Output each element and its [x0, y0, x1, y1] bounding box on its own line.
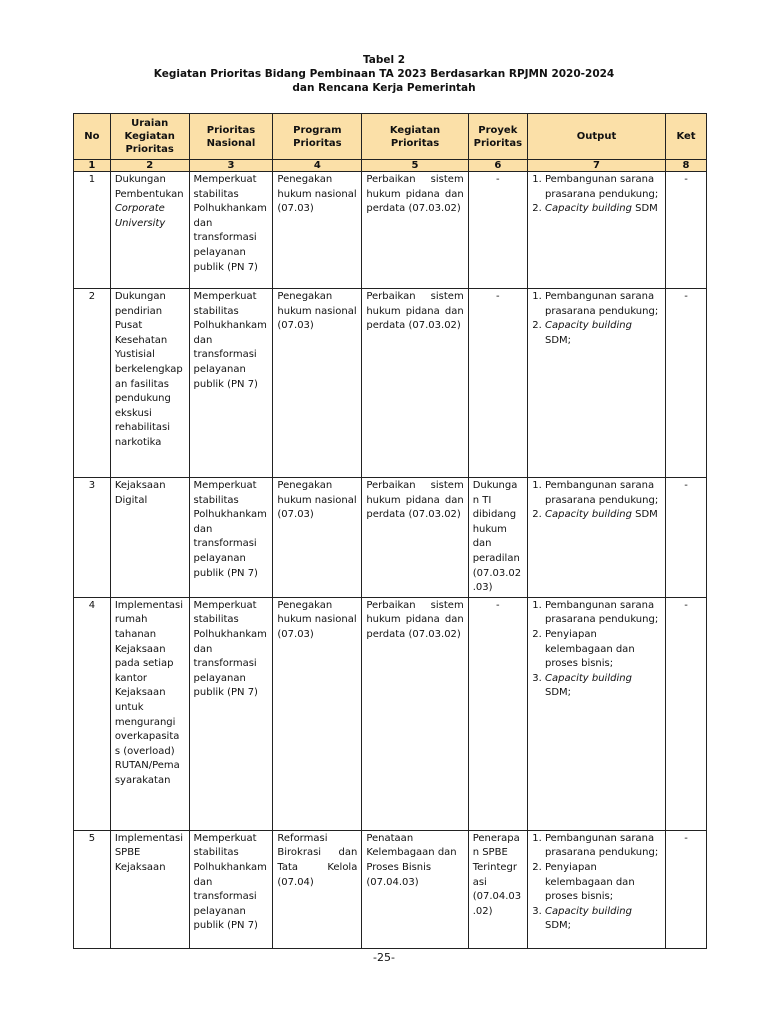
uraian-cell: Implementasi SPBE Kejaksaan	[110, 830, 189, 948]
output-item	[545, 672, 661, 701]
program-cell: Penegakan hukum nasional (07.03)	[273, 172, 362, 289]
program-cell: Penegakan hukum nasional (07.03)	[273, 478, 362, 598]
ket-cell: -	[666, 597, 707, 830]
col-number: 8	[666, 160, 707, 172]
output-item-italic: Capacity building	[544, 320, 632, 332]
header-prioritas-nasional: Prioritas Nasional	[189, 114, 273, 160]
output-item: 2. Penyiapan kelembagaan dan proses bisnis;	[545, 861, 661, 905]
header-output: Output	[527, 114, 665, 160]
output-item	[545, 202, 661, 217]
program-cell: Reformasi Birokrasi dan Tata Kelola (07.04)	[273, 830, 362, 948]
output-item: 1. Pembangunan sarana prasarana pendukung;	[545, 290, 661, 319]
prioritas-nasional-cell: Memperkuat stabilitas Polhukhankam dan transformasi pelayanan publik (PN 7)	[189, 830, 273, 948]
output-item: 2. Penyiapan kelembagaan dan proses bisnis;	[545, 628, 661, 672]
col-number: 7	[527, 160, 665, 172]
col-number: 1	[74, 160, 111, 172]
output-item-suffix: SDM;	[544, 920, 572, 932]
header-ket: Ket	[666, 114, 707, 160]
uraian-cell: Implementasi rumah tahanan Kejaksaan pada setiap kantor Kejaksaan untuk mengurangi overkapasitas (overload) RUTAN/Pemasyarakatan	[110, 597, 189, 830]
ket-cell: -	[666, 478, 707, 598]
prioritas-nasional-cell: Memperkuat stabilitas Polhukhankam dan transformasi pelayanan publik (PN 7)	[189, 289, 273, 478]
kegiatan-cell: Perbaikan sistem hukum pidana dan perdata (07.03.02)	[362, 597, 468, 830]
header-proyek: Proyek Prioritas	[468, 114, 527, 160]
output-item	[545, 905, 661, 934]
uraian-text: Dukungan Pembentukan	[114, 174, 184, 200]
kegiatan-cell: Perbaikan sistem hukum pidana dan perdata (07.03.02)	[362, 478, 468, 598]
header-row	[74, 114, 707, 160]
prioritas-nasional-cell: Memperkuat stabilitas Polhukhankam dan transformasi pelayanan publik (PN 7)	[189, 172, 273, 289]
output-item	[545, 508, 661, 523]
row-number: 5	[74, 830, 111, 948]
output-item	[545, 319, 661, 348]
priority-activities-table	[73, 113, 707, 949]
output-cell	[527, 830, 665, 948]
col-number: 6	[468, 160, 527, 172]
ket-cell: -	[666, 289, 707, 478]
col-number: 4	[273, 160, 362, 172]
ket-cell: -	[666, 830, 707, 948]
table-row	[74, 597, 707, 830]
uraian-italic-text: Corporate University	[114, 203, 166, 229]
uraian-cell	[110, 172, 189, 289]
proyek-cell: -	[468, 172, 527, 289]
output-item-suffix: SDM;	[544, 687, 572, 699]
header-program: Program Prioritas	[273, 114, 362, 160]
table-row	[74, 830, 707, 948]
program-cell: Penegakan hukum nasional (07.03)	[273, 289, 362, 478]
col-number: 3	[189, 160, 273, 172]
uraian-cell: Dukungan pendirian Pusat Kesehatan Yustisial berkelengkapan fasilitas pendukung ekskusi rehabilitasi narkotika	[110, 289, 189, 478]
column-number-row	[74, 160, 707, 172]
output-item-suffix: SDM	[631, 203, 658, 215]
output-item-suffix: SDM	[631, 509, 658, 521]
table-row	[74, 172, 707, 289]
output-cell	[527, 172, 665, 289]
output-item: 1. Pembangunan sarana prasarana pendukung;	[545, 479, 661, 508]
ket-cell: -	[666, 172, 707, 289]
header-no: No	[74, 114, 111, 160]
row-number: 4	[74, 597, 111, 830]
uraian-cell: Kejaksaan Digital	[110, 478, 189, 598]
kegiatan-cell: Perbaikan sistem hukum pidana dan perdata (07.03.02)	[362, 172, 468, 289]
output-item-italic: Capacity building	[544, 905, 632, 917]
proyek-cell: Penerapan SPBE Terintegrasi (07.04.03.02)	[468, 830, 527, 948]
proyek-cell: -	[468, 597, 527, 830]
output-item: 1. Pembangunan sarana prasarana pendukung;	[545, 173, 661, 202]
table-row	[74, 289, 707, 478]
output-cell	[527, 478, 665, 598]
header-kegiatan: Kegiatan Prioritas	[362, 114, 468, 160]
prioritas-nasional-cell: Memperkuat stabilitas Polhukhankam dan transformasi pelayanan publik (PN 7)	[189, 597, 273, 830]
row-number: 1	[74, 172, 111, 289]
table-row	[74, 478, 707, 598]
output-item-italic: Capacity building	[544, 672, 632, 684]
output-item: 1. Pembangunan sarana prasarana pendukung;	[545, 832, 661, 861]
table-caption-subtitle: dan Rencana Kerja Pemerintah	[292, 82, 476, 94]
proyek-cell: Dukungan TI dibidang hukum dan peradilan (07.03.02.03)	[468, 478, 527, 598]
kegiatan-cell: Penataan Kelembagaan dan Proses Bisnis (07.04.03)	[362, 830, 468, 948]
col-number: 5	[362, 160, 468, 172]
prioritas-nasional-cell: Memperkuat stabilitas Polhukhankam dan transformasi pelayanan publik (PN 7)	[189, 478, 273, 598]
output-cell	[527, 597, 665, 830]
row-number: 3	[74, 478, 111, 598]
page-number: -25-	[373, 951, 395, 964]
output-cell	[527, 289, 665, 478]
proyek-cell: -	[468, 289, 527, 478]
table-caption-label: Tabel 2	[362, 54, 406, 66]
header-uraian: Uraian Kegiatan Prioritas	[110, 114, 189, 160]
output-item-suffix: SDM;	[544, 334, 572, 346]
program-cell: Penegakan hukum nasional (07.03)	[273, 597, 362, 830]
kegiatan-cell: Perbaikan sistem hukum pidana dan perdata (07.03.02)	[362, 289, 468, 478]
output-item-italic: Capacity building	[544, 203, 632, 215]
row-number: 2	[74, 289, 111, 478]
table-caption-title: Kegiatan Prioritas Bidang Pembinaan TA 2023 Berdasarkan RPJMN 2020-2024	[153, 68, 615, 80]
output-item-italic: Capacity building	[544, 509, 632, 521]
col-number: 2	[110, 160, 189, 172]
output-item: 1. Pembangunan sarana prasarana pendukung;	[545, 599, 661, 628]
